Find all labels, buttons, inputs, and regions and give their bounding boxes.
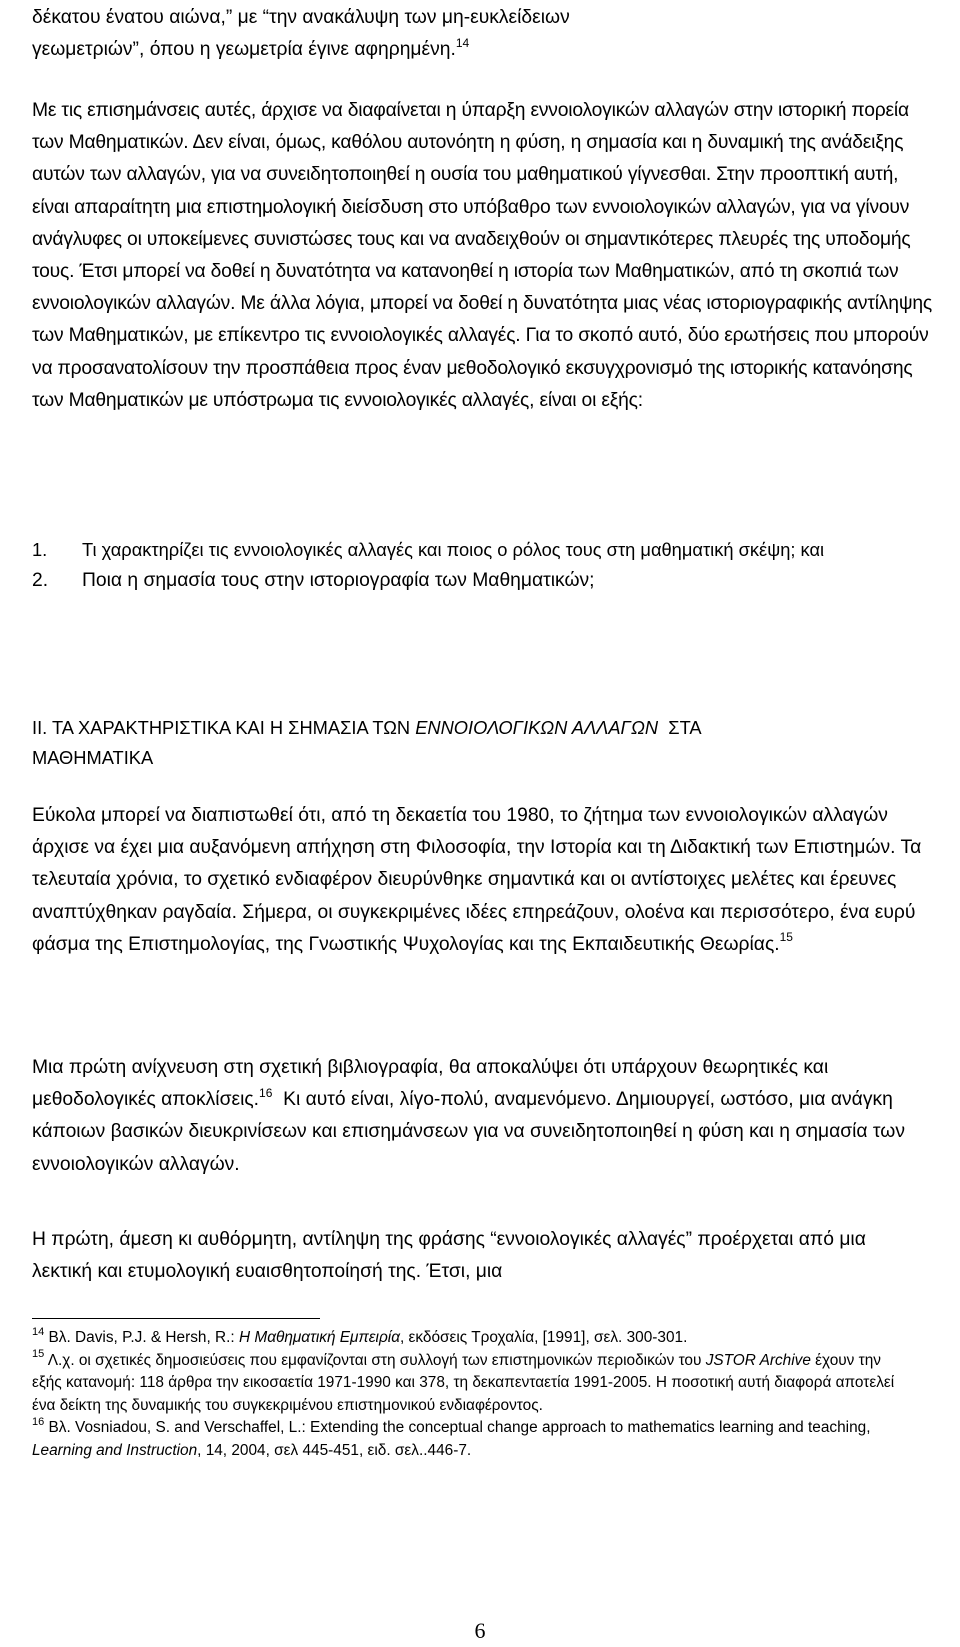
paragraph-conceptual-changes: Με τις επισημάνσεις αυτές, άρχισε να διαφαίνεται η ύπαρξη εννοιολογικών αλλαγών στην ιστορική πορεία των Μαθηματικών. Δεν είναι, όμως, καθόλου αυτονόητη η φύση, η σημασία και η δυναμική της ανάδειξης αυτών των αλλαγών, για να συνειδητοποιηθεί η ουσία του μαθηματικού γίγνεσθαι. Στην προοπτική αυτή, είναι απαραίτητη μια επιστημολογική διείσδυση στο υπόβαθρο των εννοιολογικών αλλαγών, για να γίνουν ανάγλυφες οι υποκείμενες συνιστώσες τους και να αναδειχθούν οι σημαντικότερες πλευρές της υποδομής τους. Έτσι μπορεί να δοθεί η δυνατότητα να κατανοηθεί η ιστορία των Μαθηματικών, από τη σκοπιά των εννοιολογικών αλλαγών. Με άλλα λόγια, μπορεί να δοθεί η δυνατότητα μιας νέας ιστοριογραφικής αντίληψης των Μαθηματικών, με επίκεντρο τις εννοιολογικές αλλαγές. Για το σκοπό αυτό, δύο ερωτήσεις που μπορούν να προσανατολίσουν την προσπάθεια προς έναν μεθοδολογικό εκσυγχρονισμό της ιστορικής κατανόησης των Μαθηματικών με υπόστρωμα τις εννοιολογικές αλλαγές, είναι οι εξής: bbox=[32, 100, 932, 411]
footnote-ref-14[interactable]: 14 bbox=[455, 35, 470, 50]
footnote-ref-16[interactable]: 16 bbox=[259, 1085, 273, 1100]
paragraph-history: Εύκολα μπορεί να διαπιστωθεί ότι, από τη δεκαετία του 1980, το ζήτημα των εννοιολογικών αλλαγών άρχισε να έχει μια αυξανόμενη απήχηση στη Φιλοσοφία, την Ιστορία και τη Διδακτική των Επιστημών. Τα τελευταία χρόνια, το σχετικό ενδιαφέρον διευρύνθηκε σημαντικά και οι αντίστοιχες μελέτες και έρευνες αναπτύχθηκαν ραγδαία. Σήμερα, οι συγκεκριμένες ιδέες επηρεάζουν, ολοένα και περισσότερο, ένα ευρύ φάσμα της Επιστημολογίας, της Γνωστικής Ψυχολογίας και της Εκπαιδευτικής Θεωρίας.$^{15}$ bbox=[32, 805, 922, 955]
footnote-14: $^{14}$ Βλ. Davis, P.J. & Hersh, R.: Η Μαθηματική Εμπειρία, εκδόσεις Τροχαλία, [1991], σελ. 300-301. bbox=[32, 1325, 688, 1346]
section-heading bbox=[32, 713, 936, 772]
footnote-separator bbox=[32, 1318, 320, 1319]
questions-list bbox=[32, 535, 936, 597]
section-heading-line-2: ΜΑΘΗΜΑΤΙΚΑ bbox=[32, 747, 154, 768]
question-item-2 bbox=[32, 565, 936, 597]
paragraph-first-perception: Η πρώτη, άμεση κι αυθόρμητη, αντίληψη της φράσης “εννοιολογικές αλλαγές” προέρχεται από μια λεκτική και ετυμολογική ευαισθητοποίησή της. Έτσι, μια bbox=[32, 1229, 866, 1283]
question-number: 1. bbox=[32, 539, 48, 560]
section-heading-suffix: ΣΤΑ bbox=[668, 717, 702, 738]
footnote-16: $^{16}$ Βλ. Vosniadou, S. and Verschaffel, L.: Extending the conceptual change approach to mathematics learning and teaching, Learning and Instruction, 14, 2004, σελ 445-451, ειδ. σελ..446-7. bbox=[32, 1415, 871, 1459]
intro-line-2: γεωμετριών”, όπου η γεωμετρία έγινε αφηρημένη. bbox=[32, 39, 456, 61]
question-text: Τι χαρακτηρίζει τις εννοιολογικές αλλαγές και ποιος ο ρόλος τους στη μαθηματική σκέψη; και bbox=[82, 539, 825, 560]
footnote-15: $^{15}$ Λ.χ. οι σχετικές δημοσιεύσεις που εμφανίζονται στη συλλογή των επιστημονικών περιοδικών του JSTOR Archive έχουν την εξής κατανομή: 118 άρθρα την εικοσαετία 1971-1990 και 378, τη δεκαπενταετία 1991-2005. Η ποσοτική αυτή διαφορά αποτελεί ένα δείκτη της δυναμικής του συγκεκριμένου επιστημονικού ενδιαφέροντος. bbox=[32, 1348, 895, 1414]
intro-line-1: δέκατου ένατου αιώνα,” με “την ανακάλυψη των μη-ευκλείδειων bbox=[32, 7, 570, 28]
paragraph-bibliography: Μια πρώτη ανίχνευση στη σχετική βιβλιογραφία, θα αποκαλύψει ότι υπάρχουν θεωρητικές και μεθοδολογικές αποκλίσεις.$^{16}$ Κι αυτό είναι, λίγο-πολύ, αναμενόμενο. Δημιουργεί, ωστόσο, μια ανάγκη κάποιων βασικών διευκρινίσεων και επισημάνσεων για να συνειδητοποιηθεί η φύση και η σημασία των εννοιολογικών αλλαγών. bbox=[32, 1057, 905, 1175]
section-heading-italic: ΕΝΝΟΙΟΛΟΓΙΚΩΝ ΑΛΛΑΓΩΝ bbox=[415, 717, 659, 738]
question-item-1 bbox=[32, 535, 936, 564]
footnotes bbox=[32, 1327, 936, 1462]
footnote-ref-15[interactable]: 15 bbox=[779, 930, 793, 945]
intro-paragraph bbox=[32, 2, 936, 66]
question-number: 2. bbox=[32, 570, 49, 591]
section-heading-prefix: ΙΙ. ΤΑ ΧΑΡΑΚΤΗΡΙΣΤΙΚΑ ΚΑΙ Η ΣΗΜΑΣΙΑ ΤΩΝ bbox=[32, 717, 411, 738]
question-text: Ποια η σημασία τους στην ιστοριογραφία των Μαθηματικών; bbox=[82, 570, 595, 591]
questions-list-wrapper bbox=[32, 535, 936, 597]
page-number: 6 bbox=[474, 1618, 486, 1643]
